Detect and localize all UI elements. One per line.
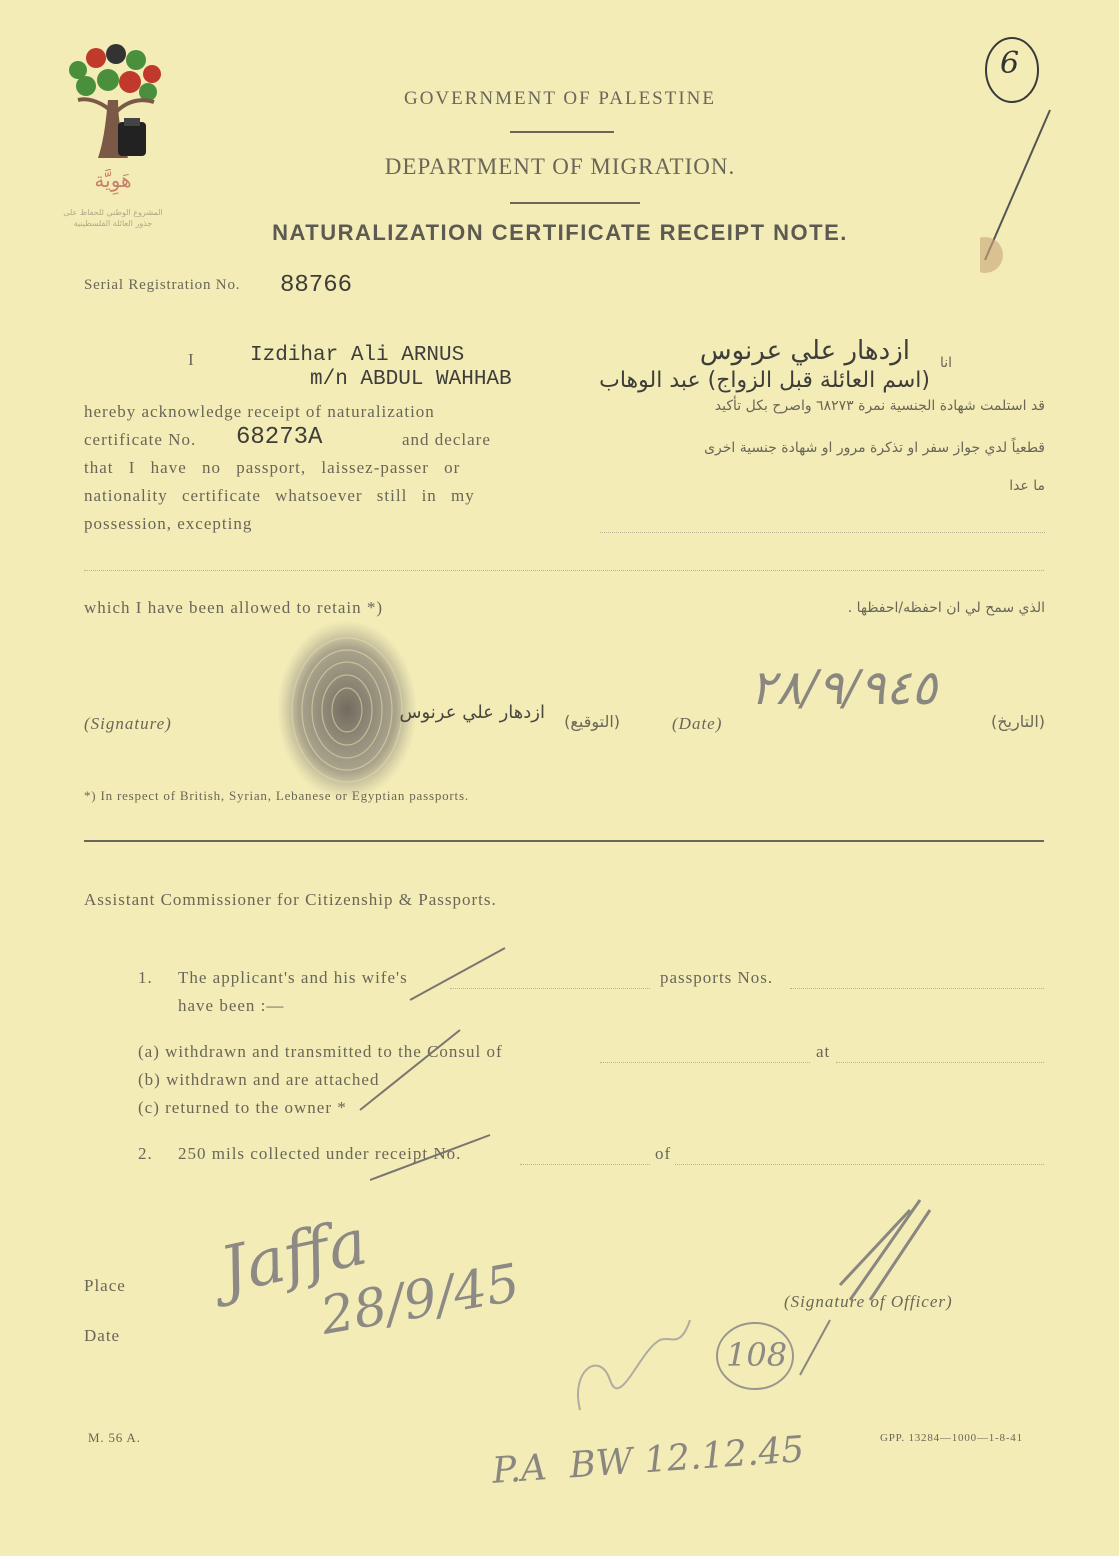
initials-scribble: [560, 1310, 700, 1420]
arabic-line-2: قطعياً لدي جواز سفر او تذكرة مرور او شهادة جنسية اخرى: [704, 440, 1045, 456]
item-2-number: 2.: [138, 1144, 153, 1163]
item-a: (a) withdrawn and transmitted to the Consul of: [138, 1042, 503, 1061]
section-divider: [84, 840, 1044, 842]
corner-mark-number: 6: [1000, 46, 1020, 81]
item-b: (b) withdrawn and are attached: [138, 1070, 380, 1089]
stamp-number: 108: [726, 1336, 788, 1374]
date-arabic-label: (التاريخ): [990, 712, 1045, 731]
date-label: (Date): [672, 714, 723, 733]
serial-label: Serial Registration No.: [84, 277, 241, 293]
certificate-label: certificate No.: [84, 430, 197, 449]
item-1-passports: passports Nos.: [660, 968, 774, 987]
item-2-of: of: [655, 1144, 672, 1163]
government-heading: GOVERNMENT OF PALESTINE: [403, 88, 717, 109]
officer-signature-strokes: [790, 1190, 940, 1390]
retain-arabic: الذي سمح لي ان احفظه/احفظها .: [847, 600, 1045, 616]
declaration-line-3: that I have no passport, laissez-passer or: [84, 458, 461, 477]
name-typed: Izdihar Ali ARNUS: [250, 344, 465, 367]
item-a-dotline: [600, 1062, 810, 1063]
signature-arabic-label: (التوقيع): [564, 712, 620, 731]
arabic-prefix: انا: [939, 355, 952, 371]
excepting-line: [84, 570, 1044, 571]
footnote: *) In respect of British, Syrian, Lebanese or Egyptian passports.: [84, 788, 469, 803]
commissioner-heading: Assistant Commissioner for Citizenship & Passports.: [84, 890, 497, 909]
item-a-at: at: [816, 1042, 831, 1061]
heritage-logo: [58, 40, 168, 230]
print-code: GPP. 13284—1000—1-8-41: [880, 1432, 1023, 1444]
item-a-dotline-2: [836, 1062, 1044, 1063]
arabic-dotline: [600, 532, 1045, 533]
item-1-continued: have been :—: [178, 996, 285, 1015]
arabic-line-3: ما عدا: [1009, 478, 1045, 494]
declaration-line-5: possession, excepting: [84, 514, 253, 533]
circled-number-mark: [980, 30, 1100, 290]
item-2-text: 250 mils collected under receipt No.: [178, 1144, 462, 1163]
officer-date-handwritten: 28/9/45: [316, 1253, 525, 1347]
officer-date-label: Date: [84, 1326, 121, 1345]
retain-text: which I have been allowed to retain *): [84, 598, 384, 617]
arabic-line-1: قد استلمت شهادة الجنسية نمرة ٦٨٢٧٣ واصرح بكل تأكيد: [714, 398, 1045, 414]
form-code: M. 56 A.: [88, 1430, 141, 1445]
item-1-number: 1.: [138, 968, 153, 987]
logo-tagline-2: جذور العائلة الفلسطينية: [73, 219, 153, 228]
place-handwritten: Jaffa: [213, 1205, 374, 1309]
place-label: Place: [84, 1276, 126, 1295]
header-rule-2: [510, 202, 640, 204]
item-1-text: The applicant's and his wife's: [178, 968, 408, 987]
maiden-name-typed: m/n ABDUL WAHHAB: [310, 368, 512, 391]
officer-signature-label: (Signature of Officer): [784, 1292, 953, 1311]
declaration-pronoun: I: [188, 350, 195, 369]
declaration-line-2-end: and declare: [402, 430, 491, 449]
form-title: NATURALIZATION CERTIFICATE RECEIPT NOTE.: [272, 220, 848, 245]
cancellation-strokes: [340, 940, 520, 1190]
department-heading: DEPARTMENT OF MIGRATION.: [384, 154, 736, 179]
signature-label: (Signature): [84, 714, 172, 733]
maiden-name-arabic: (اسم العائلة قبل الزواج) عبد الوهاب: [599, 368, 930, 393]
logo-brand-text: هَوِيَّة: [94, 168, 132, 192]
declaration-line-4: nationality certificate whatsoever still in my: [84, 486, 475, 505]
item-c: (c) returned to the owner *: [138, 1098, 347, 1117]
item-2-dotline: [520, 1164, 650, 1165]
item-2-dotline-2: [675, 1164, 1044, 1165]
name-arabic: ازدهار علي عرنوس: [699, 336, 910, 366]
date-handwritten: ٢٨/٩/٩٤٥: [750, 660, 938, 716]
logo-tagline-1: المشروع الوطني للحفاظ على: [63, 208, 163, 217]
header-rule-1: [510, 131, 614, 133]
handwritten-footer-note: P.A BW 12.12.45: [490, 1429, 806, 1492]
declaration-line-1: hereby acknowledge receipt of naturalization: [84, 402, 435, 421]
serial-value: 88766: [280, 272, 353, 299]
certificate-number: 68273A: [236, 424, 323, 451]
item-1-dotline-b: [790, 988, 1044, 989]
signed-name-arabic: ازدهار علي عرنوس: [399, 702, 545, 723]
